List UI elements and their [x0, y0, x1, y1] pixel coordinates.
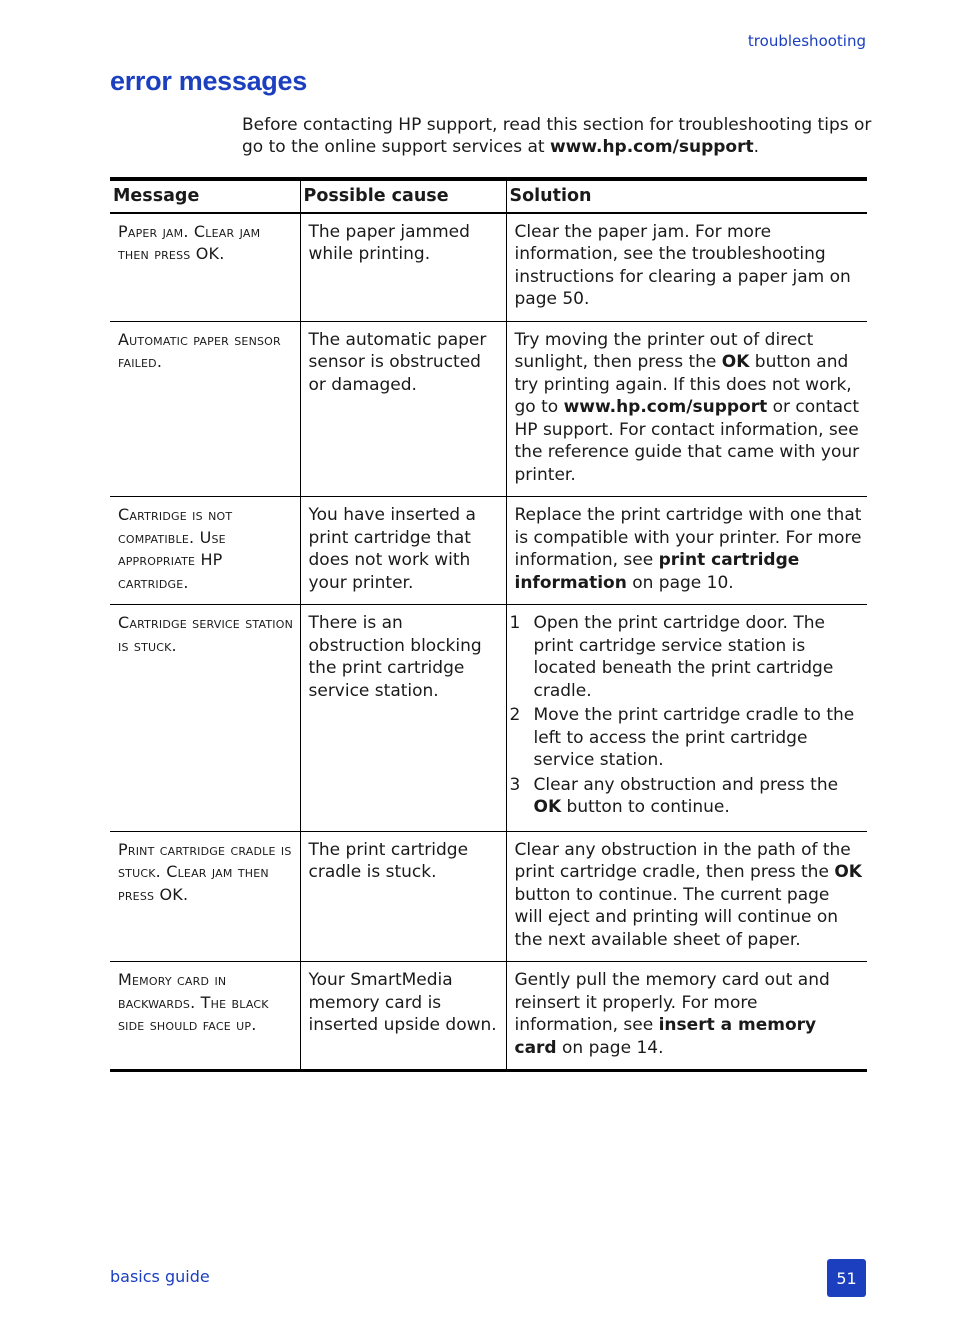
error-message: Automatic paper sensor failed. [110, 321, 300, 497]
table-row [110, 962, 867, 1071]
step-text: Clear any obstruction and press the [533, 774, 839, 795]
possible-cause: You have inserted a print cartridge that does not work with your printer. [300, 497, 506, 605]
running-header: troubleshooting [747, 32, 866, 50]
intro-text: Before contacting HP support, read this section for troubleshooting tips or go to the online support services at [242, 115, 872, 157]
possible-cause: Your SmartMedia memory card is inserted upside down. [300, 962, 506, 1071]
solution: Clear the paper jam. For more information, see the troubleshooting instructions for clearing a paper jam on page 50. [506, 213, 867, 322]
step-number: 3 [509, 774, 521, 795]
step-text: Open the print cartridge door. The print cartridge service station is located beneath the print cartridge cradle. [533, 613, 834, 701]
step-number: 2 [509, 705, 521, 725]
error-message: Memory card in backwards. The black side should face up. [118, 970, 269, 1034]
error-message: Print cartridge cradle is stuck. Clear jam then press OK. [110, 831, 300, 962]
step-number: 1 [509, 613, 521, 633]
possible-cause: The paper jammed while printing. [300, 213, 506, 322]
error-messages-table [110, 177, 867, 1072]
possible-cause: The print cartridge cradle is stuck. [300, 831, 506, 962]
solution-text: or contact HP support. For contact information, see the reference guide that came with your printer. [514, 397, 860, 485]
error-message: Paper jam. Clear jam then press OK. [110, 213, 300, 322]
error-message: Cartridge is not compatible. Use appropriate HP cartridge. [110, 497, 300, 605]
solution-text: button and try printing again. If this does not work, go to [514, 352, 852, 417]
step-text: Move the print cartridge cradle to the left to access the print cartridge service station. [533, 705, 855, 770]
intro-end: . [753, 137, 760, 157]
step-item [509, 612, 863, 702]
step-text: button to continue. [561, 797, 730, 817]
solution [506, 497, 867, 605]
support-url: www.hp.com/support [563, 397, 768, 417]
table-row [110, 497, 867, 605]
header-possible-cause: Possible cause [300, 179, 506, 213]
possible-cause: There is an obstruction blocking the print cartridge service station. [300, 605, 506, 832]
ok-button-label: OK [721, 352, 750, 372]
table-row [110, 831, 867, 962]
table-header-row [110, 179, 867, 213]
header-message: Message [110, 179, 300, 213]
solution-text: button to continue. The current page will eject and printing will continue on the next available sheet of paper. [514, 884, 839, 950]
header-solution: Solution [506, 179, 867, 213]
solution-text: Clear any obstruction in the path of the print cartridge cradle, then press the [514, 839, 851, 882]
solution [506, 831, 867, 962]
page-number-badge: 51 [827, 1259, 866, 1297]
solution-text: on page 10. [626, 572, 734, 593]
support-url: www.hp.com/support [549, 137, 754, 157]
ok-button-label: OK [533, 797, 562, 817]
cross-reference: print cartridge information [514, 550, 800, 593]
footer-guide-name: basics guide [110, 1267, 210, 1286]
solution [506, 605, 867, 832]
ok-button-label: OK [834, 862, 862, 882]
solution-text: Gently pull the memory card out and reinsert it properly. For more information, see [514, 970, 830, 1035]
solution-text: Try moving the printer out of direct sunlight, then press the [514, 329, 814, 372]
solution [506, 321, 867, 497]
step-item [509, 774, 863, 819]
step-item [509, 704, 863, 772]
table-row [110, 213, 867, 322]
page-title: error messages [110, 66, 307, 96]
table-row [110, 605, 867, 832]
error-message: Cartridge service station is stuck. [110, 605, 300, 832]
solution-steps [509, 612, 863, 819]
cross-reference: insert a memory card [514, 1015, 817, 1058]
solution [506, 962, 867, 1071]
solution-text: on page 14. [556, 1037, 664, 1058]
intro-paragraph [242, 114, 872, 158]
table-row [110, 321, 867, 497]
possible-cause: The automatic paper sensor is obstructed or damaged. [300, 321, 506, 497]
solution-text: Replace the print cartridge with one that is compatible with your printer. For more information, see [514, 505, 862, 570]
